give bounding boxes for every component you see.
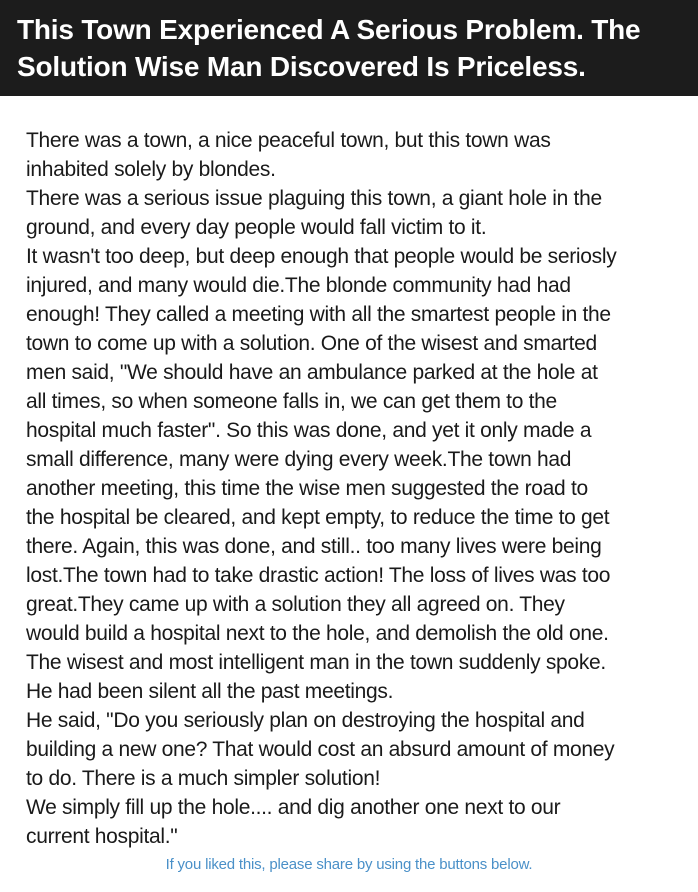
story-line: another meeting, this time the wise men suggested the road to [26,477,588,500]
story-line: would build a hospital next to the hole, and demolish the old one. [26,622,609,645]
story-line: great.They came up with a solution they all agreed on. They [26,593,565,616]
story-line: all times, so when someone falls in, we can get them to the [26,390,557,413]
story-line: current hospital." [26,825,178,848]
story-line: inhabited solely by blondes. [26,158,276,181]
story-line: there. Again, this was done, and still.. too many lives were being [26,535,602,558]
story-line: town to come up with a solution. One of the wisest and smarted [26,332,597,355]
page-title-line-2: Solution Wise Man Discovered Is Priceless. [17,51,586,82]
story-line: It wasn't too deep, but deep enough that people would be seriosly [26,245,617,268]
story-body [26,126,688,851]
story-line: He had been silent all the past meetings. [26,680,394,703]
story-line: building a new one? That would cost an absurd amount of money [26,738,615,761]
story-line: He said, "Do you seriously plan on destroying the hospital and [26,709,585,732]
story-line: enough! They called a meeting with all the smartest people in the [26,303,611,326]
story-line: men said, "We should have an ambulance parked at the hole at [26,361,598,384]
story-line: the hospital be cleared, and kept empty, to reduce the time to get [26,506,610,529]
story-line: There was a town, a nice peaceful town, but this town was [26,129,551,152]
story-line: lost.The town had to take drastic action! The loss of lives was too [26,564,611,587]
story-line: small difference, many were dying every week.The town had [26,448,572,471]
story-line: to do. There is a much simpler solution! [26,767,381,790]
story-line: hospital much faster". So this was done, and yet it only made a [26,419,592,442]
story-line: We simply fill up the hole.... and dig another one next to our [26,796,561,819]
page-title [17,11,688,85]
story-line: injured, and many would die.The blonde community had had [26,274,571,297]
page-title-line-1: This Town Experienced A Serious Problem. The [17,14,641,45]
story-line: There was a serious issue plaguing this town, a giant hole in the [26,187,602,210]
story-line: ground, and every day people would fall victim to it. [26,216,487,239]
share-note: If you liked this, please share by using the buttons below. [165,856,533,873]
title-banner [0,0,698,96]
story-line: The wisest and most intelligent man in the town suddenly spoke. [26,651,606,674]
